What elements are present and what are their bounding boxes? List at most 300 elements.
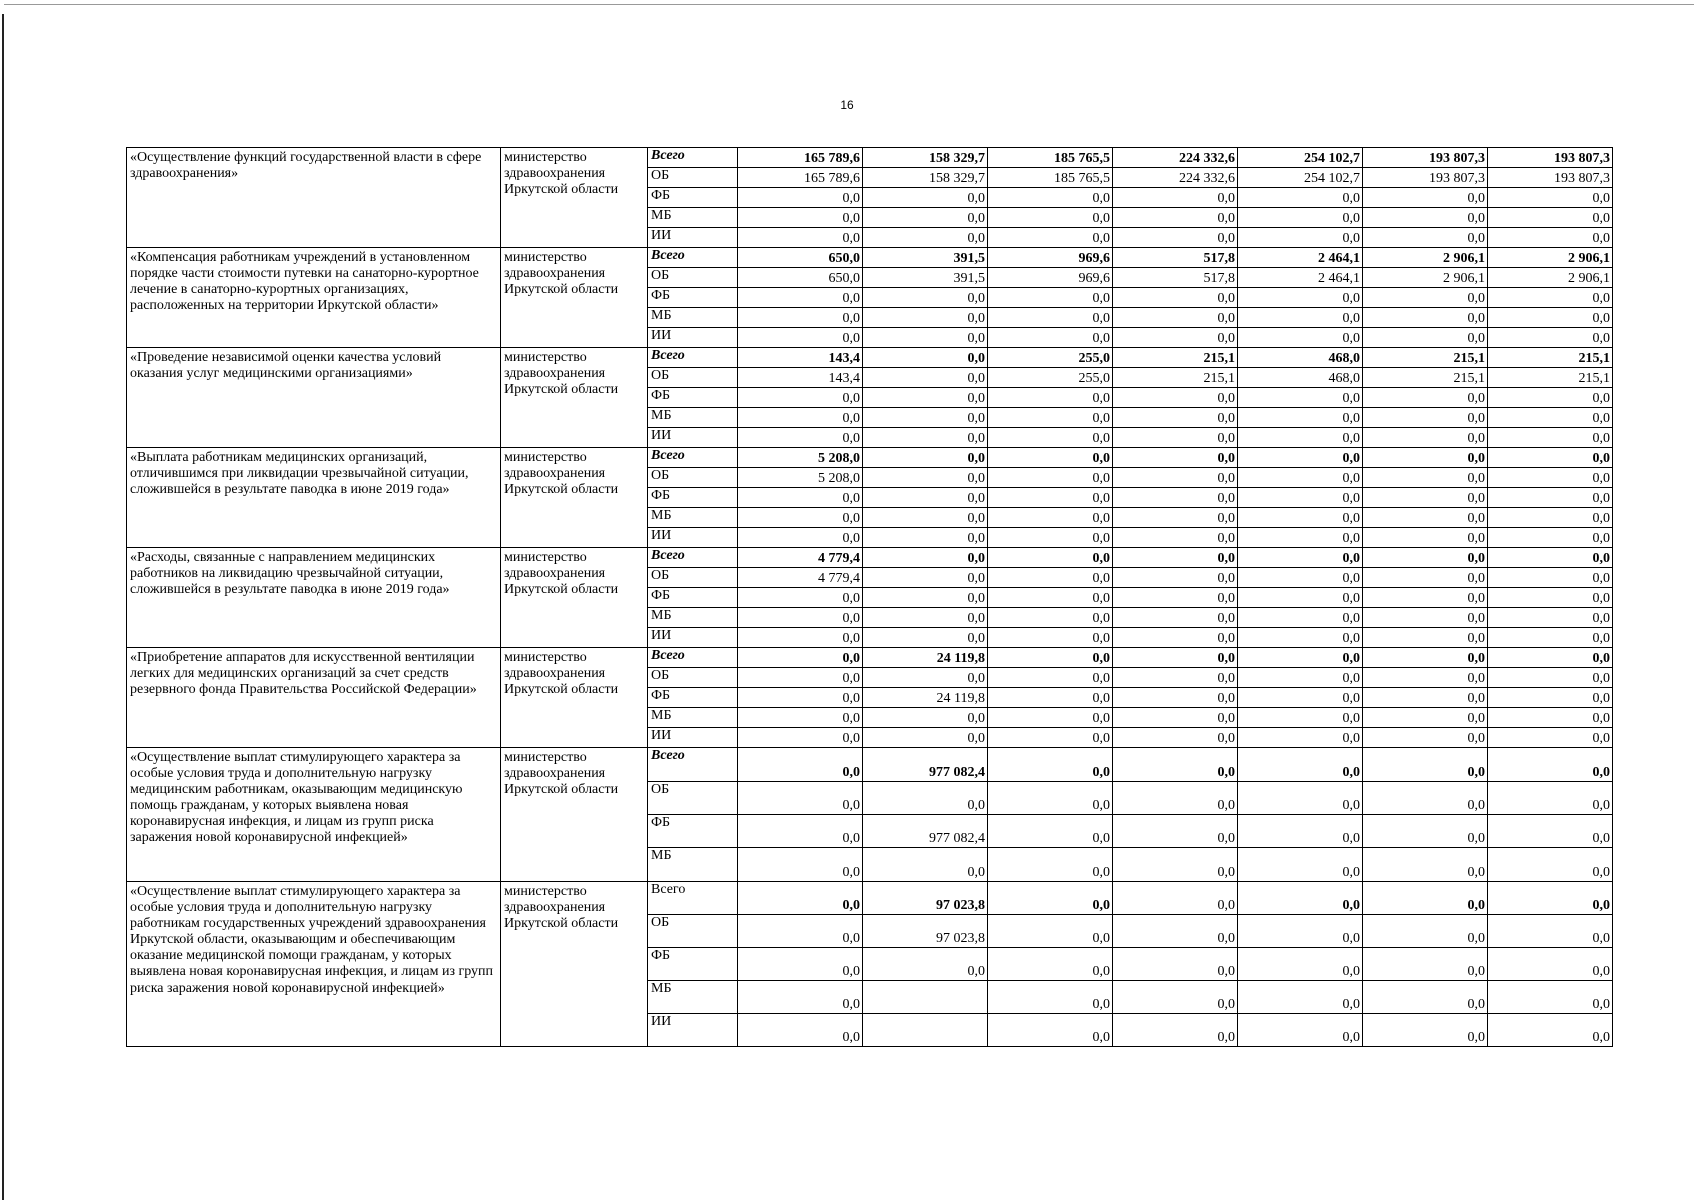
amount-cell: 2 906,1: [1488, 248, 1613, 268]
amount-cell: 0,0: [988, 728, 1113, 748]
amount-cell: 0,0: [988, 708, 1113, 728]
amount-cell: 0,0: [1238, 548, 1363, 568]
amount-cell: 0,0: [1363, 588, 1488, 608]
amount-cell: 0,0: [738, 948, 863, 981]
amount-cell: 0,0: [1238, 408, 1363, 428]
amount-cell: 0,0: [738, 608, 863, 628]
amount-cell: 0,0: [863, 348, 988, 368]
amount-cell: 0,0: [1238, 915, 1363, 948]
amount-cell: 0,0: [1113, 948, 1238, 981]
amount-cell: 0,0: [988, 815, 1113, 848]
program-description: «Осуществление выплат стимулирующего характера за особые условия труда и дополнительную нагрузку медицинским работникам, оказывающим медицинскую помощь гражданам, у которых выявлена новая коронавирусная инфекция, и лицам из групп риска заражения новой коронавирусной инфекцией»: [127, 748, 501, 882]
funding-source: МБ: [648, 308, 738, 328]
amount-cell: 0,0: [988, 948, 1113, 981]
funding-source: ОБ: [648, 668, 738, 688]
amount-cell: 0,0: [863, 528, 988, 548]
amount-cell: 0,0: [738, 388, 863, 408]
amount-cell: 0,0: [863, 948, 988, 981]
amount-cell: 0,0: [1113, 981, 1238, 1014]
amount-cell: 0,0: [1238, 448, 1363, 468]
amount-cell: 0,0: [988, 748, 1113, 782]
funding-source: ИИ: [648, 728, 738, 748]
program-description: «Выплата работникам медицинских организаций, отличившимся при ликвидации чрезвычайной ситуации, сложившейся в результате паводка в июне 2019 года»: [127, 448, 501, 548]
amount-cell: 0,0: [1238, 608, 1363, 628]
amount-cell: 158 329,7: [863, 148, 988, 168]
amount-cell: 0,0: [1488, 428, 1613, 448]
amount-cell: 0,0: [738, 668, 863, 688]
amount-cell: 158 329,7: [863, 168, 988, 188]
amount-cell: 0,0: [863, 508, 988, 528]
amount-cell: 0,0: [1113, 508, 1238, 528]
amount-cell: 0,0: [1363, 208, 1488, 228]
amount-cell: 97 023,8: [863, 915, 988, 948]
amount-cell: 0,0: [863, 188, 988, 208]
funding-source: Всего: [648, 648, 738, 668]
funding-source: ФБ: [648, 388, 738, 408]
amount-cell: 224 332,6: [1113, 168, 1238, 188]
program-description: «Проведение независимой оценки качества условий оказания услуг медицинскими организациями»: [127, 348, 501, 448]
amount-cell: 0,0: [1488, 488, 1613, 508]
amount-cell: 0,0: [1488, 948, 1613, 981]
amount-cell: 0,0: [988, 648, 1113, 668]
amount-cell: 0,0: [1238, 668, 1363, 688]
table-row: [127, 448, 1613, 468]
amount-cell: 0,0: [988, 668, 1113, 688]
amount-cell: 391,5: [863, 268, 988, 288]
funding-source: ИИ: [648, 1014, 738, 1047]
amount-cell: 0,0: [1488, 815, 1613, 848]
amount-cell: 0,0: [1488, 408, 1613, 428]
amount-cell: 0,0: [988, 528, 1113, 548]
amount-cell: 0,0: [738, 508, 863, 528]
amount-cell: 0,0: [1238, 208, 1363, 228]
amount-cell: 0,0: [1363, 882, 1488, 915]
amount-cell: 0,0: [1488, 688, 1613, 708]
amount-cell: 0,0: [988, 408, 1113, 428]
amount-cell: 0,0: [863, 308, 988, 328]
amount-cell: 0,0: [1113, 668, 1238, 688]
amount-cell: 0,0: [1238, 948, 1363, 981]
amount-cell: 969,6: [988, 268, 1113, 288]
amount-cell: 0,0: [738, 588, 863, 608]
amount-cell: 215,1: [1363, 368, 1488, 388]
amount-cell: 0,0: [1488, 608, 1613, 628]
funding-source: Всего: [648, 548, 738, 568]
amount-cell: 969,6: [988, 248, 1113, 268]
amount-cell: 0,0: [1488, 748, 1613, 782]
amount-cell: 0,0: [1113, 428, 1238, 448]
amount-cell: 2 906,1: [1488, 268, 1613, 288]
amount-cell: 0,0: [1238, 328, 1363, 348]
amount-cell: 0,0: [988, 388, 1113, 408]
amount-cell: 0,0: [1113, 728, 1238, 748]
funding-source: ИИ: [648, 328, 738, 348]
amount-cell: 0,0: [863, 708, 988, 728]
amount-cell: 0,0: [1113, 782, 1238, 815]
amount-cell: 0,0: [1488, 548, 1613, 568]
amount-cell: 0,0: [738, 528, 863, 548]
amount-cell: 391,5: [863, 248, 988, 268]
responsible-organization: министерство здравоохранения Иркутской области: [501, 248, 648, 348]
funding-source: ИИ: [648, 428, 738, 448]
amount-cell: [863, 981, 988, 1014]
amount-cell: 0,0: [988, 188, 1113, 208]
amount-cell: 0,0: [988, 288, 1113, 308]
amount-cell: 254 102,7: [1238, 168, 1363, 188]
amount-cell: 0,0: [738, 782, 863, 815]
amount-cell: 0,0: [1488, 1014, 1613, 1047]
amount-cell: 0,0: [1488, 328, 1613, 348]
amount-cell: 0,0: [738, 688, 863, 708]
funding-source: ФБ: [648, 815, 738, 848]
amount-cell: 0,0: [1113, 548, 1238, 568]
funding-source: Всего: [648, 248, 738, 268]
amount-cell: 0,0: [863, 628, 988, 648]
amount-cell: 0,0: [1238, 468, 1363, 488]
amount-cell: 0,0: [1363, 628, 1488, 648]
amount-cell: 0,0: [1113, 568, 1238, 588]
amount-cell: 5 208,0: [738, 468, 863, 488]
amount-cell: 0,0: [1113, 608, 1238, 628]
amount-cell: 0,0: [1238, 748, 1363, 782]
table-row: [127, 648, 1613, 668]
amount-cell: 0,0: [738, 628, 863, 648]
funding-source: ОБ: [648, 168, 738, 188]
amount-cell: 0,0: [738, 981, 863, 1014]
program-description: «Расходы, связанные с направлением медицинских работников на ликвидацию чрезвычайной ситуации, сложившейся в результате паводка в июне 2019 года»: [127, 548, 501, 648]
amount-cell: 0,0: [1113, 288, 1238, 308]
table-row: [127, 548, 1613, 568]
amount-cell: 0,0: [1488, 628, 1613, 648]
funding-source: Всего: [648, 348, 738, 368]
amount-cell: 0,0: [863, 288, 988, 308]
amount-cell: 0,0: [863, 668, 988, 688]
table-row: [127, 348, 1613, 368]
amount-cell: 0,0: [988, 882, 1113, 915]
amount-cell: 0,0: [1238, 882, 1363, 915]
amount-cell: 0,0: [1488, 568, 1613, 588]
amount-cell: 0,0: [1488, 388, 1613, 408]
amount-cell: 0,0: [1363, 228, 1488, 248]
amount-cell: 0,0: [1488, 188, 1613, 208]
amount-cell: 24 119,8: [863, 648, 988, 668]
amount-cell: 0,0: [1113, 1014, 1238, 1047]
funding-source: МБ: [648, 408, 738, 428]
amount-cell: 468,0: [1238, 348, 1363, 368]
amount-cell: 0,0: [988, 508, 1113, 528]
funding-source: ИИ: [648, 528, 738, 548]
amount-cell: 0,0: [1488, 308, 1613, 328]
responsible-organization: министерство здравоохранения Иркутской области: [501, 148, 648, 248]
amount-cell: 4 779,4: [738, 548, 863, 568]
amount-cell: 0,0: [738, 308, 863, 328]
funding-source: ИИ: [648, 228, 738, 248]
amount-cell: 0,0: [1238, 228, 1363, 248]
amount-cell: 0,0: [863, 208, 988, 228]
amount-cell: 0,0: [738, 748, 863, 782]
table-row: [127, 248, 1613, 268]
amount-cell: 0,0: [988, 328, 1113, 348]
amount-cell: 0,0: [863, 428, 988, 448]
amount-cell: 0,0: [738, 188, 863, 208]
amount-cell: 0,0: [988, 488, 1113, 508]
responsible-organization: министерство здравоохранения Иркутской области: [501, 448, 648, 548]
scan-top-edge: [4, 4, 1694, 5]
amount-cell: 0,0: [1238, 488, 1363, 508]
amount-cell: 0,0: [988, 1014, 1113, 1047]
amount-cell: 97 023,8: [863, 882, 988, 915]
amount-cell: 0,0: [1488, 882, 1613, 915]
funding-source: МБ: [648, 508, 738, 528]
amount-cell: 215,1: [1363, 348, 1488, 368]
amount-cell: 977 082,4: [863, 748, 988, 782]
amount-cell: 0,0: [1113, 688, 1238, 708]
amount-cell: 0,0: [738, 408, 863, 428]
amount-cell: 0,0: [738, 648, 863, 668]
amount-cell: 0,0: [1488, 528, 1613, 548]
amount-cell: 0,0: [1488, 228, 1613, 248]
amount-cell: 0,0: [1488, 468, 1613, 488]
amount-cell: 0,0: [738, 915, 863, 948]
amount-cell: 0,0: [988, 308, 1113, 328]
amount-cell: 0,0: [863, 488, 988, 508]
amount-cell: 0,0: [863, 848, 988, 882]
amount-cell: 2 464,1: [1238, 248, 1363, 268]
table-row: [127, 148, 1613, 168]
amount-cell: 0,0: [988, 981, 1113, 1014]
amount-cell: 0,0: [1363, 488, 1488, 508]
amount-cell: 0,0: [738, 1014, 863, 1047]
amount-cell: 0,0: [988, 628, 1113, 648]
amount-cell: 0,0: [738, 815, 863, 848]
amount-cell: 0,0: [1488, 915, 1613, 948]
amount-cell: 0,0: [1488, 588, 1613, 608]
amount-cell: 0,0: [1238, 688, 1363, 708]
amount-cell: 0,0: [1113, 915, 1238, 948]
amount-cell: 517,8: [1113, 268, 1238, 288]
funding-source: Всего: [648, 448, 738, 468]
amount-cell: 215,1: [1488, 348, 1613, 368]
amount-cell: 193 807,3: [1363, 148, 1488, 168]
amount-cell: 468,0: [1238, 368, 1363, 388]
amount-cell: 0,0: [988, 428, 1113, 448]
amount-cell: 4 779,4: [738, 568, 863, 588]
amount-cell: 0,0: [1113, 208, 1238, 228]
funding-source: Всего: [648, 748, 738, 782]
amount-cell: 193 807,3: [1488, 148, 1613, 168]
amount-cell: 0,0: [1113, 628, 1238, 648]
amount-cell: 0,0: [738, 228, 863, 248]
amount-cell: 650,0: [738, 268, 863, 288]
amount-cell: 0,0: [1363, 288, 1488, 308]
amount-cell: 0,0: [1363, 568, 1488, 588]
amount-cell: 0,0: [1363, 668, 1488, 688]
responsible-organization: министерство здравоохранения Иркутской области: [501, 748, 648, 882]
funding-source: ФБ: [648, 588, 738, 608]
funding-source: ОБ: [648, 915, 738, 948]
amount-cell: 0,0: [1238, 288, 1363, 308]
amount-cell: 0,0: [863, 448, 988, 468]
amount-cell: 0,0: [1363, 408, 1488, 428]
amount-cell: 0,0: [1488, 848, 1613, 882]
amount-cell: 224 332,6: [1113, 148, 1238, 168]
amount-cell: 0,0: [863, 468, 988, 488]
amount-cell: 255,0: [988, 368, 1113, 388]
amount-cell: 0,0: [1363, 388, 1488, 408]
amount-cell: 0,0: [738, 328, 863, 348]
amount-cell: 0,0: [1363, 728, 1488, 748]
amount-cell: 255,0: [988, 348, 1113, 368]
funding-source: ФБ: [648, 948, 738, 981]
funding-source: МБ: [648, 848, 738, 882]
amount-cell: 0,0: [863, 782, 988, 815]
amount-cell: 215,1: [1113, 368, 1238, 388]
amount-cell: 0,0: [1363, 981, 1488, 1014]
amount-cell: 0,0: [1238, 628, 1363, 648]
amount-cell: 0,0: [1363, 528, 1488, 548]
amount-cell: 0,0: [1113, 388, 1238, 408]
amount-cell: 0,0: [1113, 228, 1238, 248]
funding-source: ИИ: [648, 628, 738, 648]
amount-cell: 0,0: [1113, 408, 1238, 428]
amount-cell: 193 807,3: [1488, 168, 1613, 188]
funding-source: Всего: [648, 148, 738, 168]
amount-cell: 0,0: [863, 328, 988, 348]
amount-cell: 0,0: [988, 548, 1113, 568]
amount-cell: 0,0: [1238, 528, 1363, 548]
amount-cell: 0,0: [863, 568, 988, 588]
funding-source: МБ: [648, 981, 738, 1014]
funding-source: ОБ: [648, 782, 738, 815]
page-number: 16: [840, 98, 854, 112]
amount-cell: 0,0: [1238, 728, 1363, 748]
amount-cell: 185 765,5: [988, 148, 1113, 168]
amount-cell: 2 906,1: [1363, 248, 1488, 268]
amount-cell: 977 082,4: [863, 815, 988, 848]
amount-cell: 0,0: [863, 608, 988, 628]
amount-cell: 0,0: [1363, 848, 1488, 882]
amount-cell: 0,0: [1488, 208, 1613, 228]
amount-cell: 0,0: [1363, 448, 1488, 468]
amount-cell: 0,0: [1488, 508, 1613, 528]
amount-cell: 0,0: [1238, 782, 1363, 815]
amount-cell: 0,0: [863, 368, 988, 388]
amount-cell: 0,0: [1238, 708, 1363, 728]
amount-cell: 0,0: [988, 568, 1113, 588]
amount-cell: 165 789,6: [738, 168, 863, 188]
amount-cell: 215,1: [1113, 348, 1238, 368]
program-description: «Приобретение аппаратов для искусственной вентиляции легких для медицинских организаций за счет средств резервного фонда Правительства Российской Федерации»: [127, 648, 501, 748]
amount-cell: 0,0: [988, 608, 1113, 628]
amount-cell: 650,0: [738, 248, 863, 268]
amount-cell: 0,0: [988, 848, 1113, 882]
amount-cell: 0,0: [988, 448, 1113, 468]
responsible-organization: министерство здравоохранения Иркутской области: [501, 882, 648, 1047]
funding-source: ФБ: [648, 488, 738, 508]
budget-table: [126, 147, 1613, 1047]
amount-cell: 0,0: [1363, 548, 1488, 568]
amount-cell: 5 208,0: [738, 448, 863, 468]
amount-cell: 0,0: [1363, 915, 1488, 948]
amount-cell: 0,0: [1363, 428, 1488, 448]
amount-cell: 0,0: [738, 488, 863, 508]
amount-cell: 0,0: [1488, 708, 1613, 728]
amount-cell: 0,0: [863, 388, 988, 408]
amount-cell: 0,0: [1113, 188, 1238, 208]
amount-cell: 0,0: [738, 848, 863, 882]
amount-cell: 0,0: [1113, 708, 1238, 728]
amount-cell: 0,0: [1363, 815, 1488, 848]
amount-cell: 0,0: [1113, 748, 1238, 782]
amount-cell: 0,0: [1238, 588, 1363, 608]
amount-cell: 24 119,8: [863, 688, 988, 708]
table-row: [127, 748, 1613, 782]
responsible-organization: министерство здравоохранения Иркутской области: [501, 648, 648, 748]
amount-cell: 0,0: [1363, 328, 1488, 348]
amount-cell: 143,4: [738, 368, 863, 388]
amount-cell: 0,0: [988, 782, 1113, 815]
amount-cell: 0,0: [988, 208, 1113, 228]
amount-cell: 0,0: [1238, 568, 1363, 588]
funding-source: МБ: [648, 708, 738, 728]
amount-cell: 0,0: [738, 708, 863, 728]
amount-cell: 0,0: [1238, 981, 1363, 1014]
amount-cell: 0,0: [1238, 188, 1363, 208]
amount-cell: 0,0: [738, 882, 863, 915]
amount-cell: 0,0: [1488, 448, 1613, 468]
funding-source: ОБ: [648, 468, 738, 488]
amount-cell: 0,0: [1238, 815, 1363, 848]
funding-source: ОБ: [648, 268, 738, 288]
amount-cell: 0,0: [863, 408, 988, 428]
amount-cell: 0,0: [1363, 1014, 1488, 1047]
responsible-organization: министерство здравоохранения Иркутской области: [501, 548, 648, 648]
amount-cell: 0,0: [1363, 648, 1488, 668]
amount-cell: 0,0: [1488, 981, 1613, 1014]
amount-cell: 0,0: [988, 915, 1113, 948]
amount-cell: 0,0: [1488, 782, 1613, 815]
amount-cell: 0,0: [738, 428, 863, 448]
amount-cell: 0,0: [1363, 188, 1488, 208]
amount-cell: 0,0: [1113, 448, 1238, 468]
responsible-organization: министерство здравоохранения Иркутской области: [501, 348, 648, 448]
amount-cell: 0,0: [1238, 308, 1363, 328]
amount-cell: 0,0: [1363, 308, 1488, 328]
amount-cell: 0,0: [1363, 748, 1488, 782]
funding-source: ОБ: [648, 368, 738, 388]
amount-cell: 0,0: [1363, 948, 1488, 981]
amount-cell: 0,0: [1113, 528, 1238, 548]
amount-cell: 0,0: [1113, 848, 1238, 882]
amount-cell: 0,0: [738, 208, 863, 228]
funding-source: МБ: [648, 208, 738, 228]
amount-cell: 0,0: [1113, 328, 1238, 348]
amount-cell: 0,0: [1363, 508, 1488, 528]
amount-cell: 0,0: [988, 468, 1113, 488]
amount-cell: 0,0: [1363, 608, 1488, 628]
amount-cell: 0,0: [863, 728, 988, 748]
amount-cell: 517,8: [1113, 248, 1238, 268]
funding-source: ОБ: [648, 568, 738, 588]
amount-cell: 0,0: [738, 728, 863, 748]
funding-source: Всего: [648, 882, 738, 915]
program-description: «Компенсация работникам учреждений в установленном порядке части стоимости путевки на санаторно-курортное лечение в санаторно-курортных организациях, расположенных на территории Иркутской области»: [127, 248, 501, 348]
funding-source: ФБ: [648, 288, 738, 308]
amount-cell: 0,0: [1238, 848, 1363, 882]
amount-cell: 0,0: [863, 548, 988, 568]
amount-cell: 0,0: [1488, 728, 1613, 748]
amount-cell: 0,0: [1238, 1014, 1363, 1047]
